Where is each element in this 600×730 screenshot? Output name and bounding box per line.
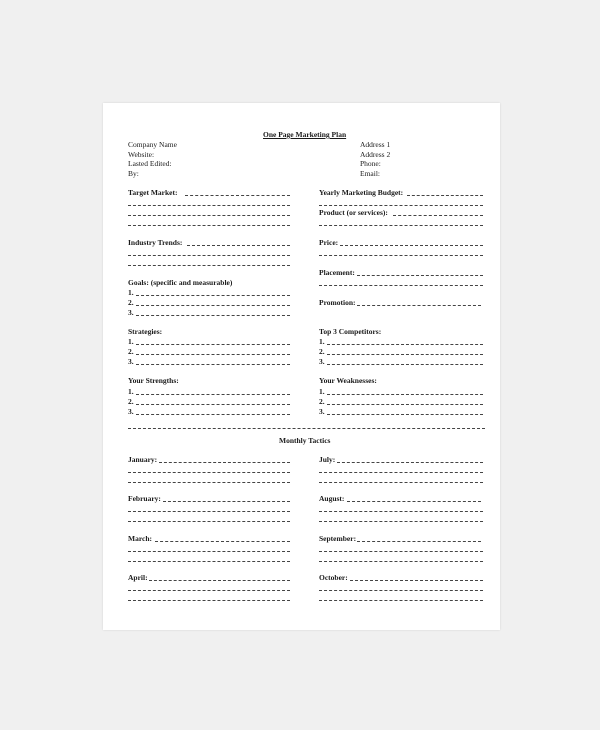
march-field[interactable] bbox=[155, 541, 290, 542]
section-divider bbox=[128, 428, 485, 429]
strategies-line-2[interactable] bbox=[136, 354, 290, 355]
last-edited-label: Lasted Edited: bbox=[128, 159, 172, 168]
competitors-number-3: 3. bbox=[319, 357, 325, 366]
goals-line-2[interactable] bbox=[136, 305, 290, 306]
september-field[interactable] bbox=[357, 541, 481, 542]
august-line-3[interactable] bbox=[319, 521, 483, 522]
target-market-label: Target Market: bbox=[128, 188, 178, 197]
placement-label: Placement: bbox=[319, 268, 355, 277]
month-march-label: March: bbox=[128, 534, 153, 543]
strengths-line-3[interactable] bbox=[136, 414, 290, 415]
weaknesses-number-2: 2. bbox=[319, 397, 325, 406]
strategies-line-3[interactable] bbox=[136, 364, 290, 365]
competitors-number-1: 1. bbox=[319, 337, 325, 346]
february-line-3[interactable] bbox=[128, 521, 290, 522]
competitors-line-3[interactable] bbox=[327, 364, 483, 365]
industry-trends-field[interactable] bbox=[187, 245, 290, 246]
strengths-number-3: 3. bbox=[128, 407, 134, 416]
october-line-3[interactable] bbox=[319, 600, 483, 601]
september-line-3[interactable] bbox=[319, 561, 483, 562]
weaknesses-label: Your Weaknesses: bbox=[319, 376, 377, 385]
strengths-number-1: 1. bbox=[128, 387, 134, 396]
weaknesses-number-1: 1. bbox=[319, 387, 325, 396]
weaknesses-line-1[interactable] bbox=[327, 394, 483, 395]
placement-line-2[interactable] bbox=[319, 285, 483, 286]
competitors-number-2: 2. bbox=[319, 347, 325, 356]
product-line-2[interactable] bbox=[319, 225, 483, 226]
price-field[interactable] bbox=[340, 245, 483, 246]
competitors-line-1[interactable] bbox=[327, 344, 483, 345]
goals-number-3: 3. bbox=[128, 308, 134, 317]
strategies-number-2: 2. bbox=[128, 347, 134, 356]
july-line-3[interactable] bbox=[319, 482, 483, 483]
strengths-number-2: 2. bbox=[128, 397, 134, 406]
target-market-line-2[interactable] bbox=[128, 205, 290, 206]
march-line-2[interactable] bbox=[128, 551, 290, 552]
weaknesses-line-3[interactable] bbox=[327, 414, 483, 415]
february-field[interactable] bbox=[163, 501, 290, 502]
goals-label: Goals: (specific and measurable) bbox=[128, 278, 233, 287]
strategies-number-3: 3. bbox=[128, 357, 134, 366]
monthly-tactics-heading: Monthly Tactics bbox=[279, 436, 331, 445]
january-line-2[interactable] bbox=[128, 472, 290, 473]
document-page bbox=[103, 103, 500, 630]
strengths-label: Your Strengths: bbox=[128, 376, 179, 385]
by-label: By: bbox=[128, 169, 139, 178]
month-august-label: August: bbox=[319, 494, 345, 503]
august-field[interactable] bbox=[347, 501, 481, 502]
month-january-label: January: bbox=[128, 455, 158, 464]
competitors-line-2[interactable] bbox=[327, 354, 483, 355]
email-label: Email: bbox=[360, 169, 380, 178]
april-line-3[interactable] bbox=[128, 600, 290, 601]
goals-line-1[interactable] bbox=[136, 295, 290, 296]
target-market-line-3[interactable] bbox=[128, 215, 290, 216]
address-1-label: Address 1 bbox=[360, 140, 391, 149]
month-october-label: October: bbox=[319, 573, 348, 582]
month-april-label: April: bbox=[128, 573, 148, 582]
month-february-label: February: bbox=[128, 494, 161, 503]
budget-field[interactable] bbox=[407, 195, 483, 196]
february-line-2[interactable] bbox=[128, 511, 290, 512]
budget-line-2[interactable] bbox=[319, 205, 483, 206]
july-line-2[interactable] bbox=[319, 472, 483, 473]
weaknesses-line-2[interactable] bbox=[327, 404, 483, 405]
goals-number-1: 1. bbox=[128, 288, 134, 297]
march-line-3[interactable] bbox=[128, 561, 290, 562]
september-line-2[interactable] bbox=[319, 551, 483, 552]
january-field[interactable] bbox=[159, 462, 290, 463]
budget-label: Yearly Marketing Budget: bbox=[319, 188, 404, 197]
strengths-line-1[interactable] bbox=[136, 394, 290, 395]
goals-number-2: 2. bbox=[128, 298, 134, 307]
page-title: One Page Marketing Plan bbox=[263, 130, 347, 139]
address-2-label: Address 2 bbox=[360, 150, 391, 159]
promotion-field[interactable] bbox=[357, 305, 481, 306]
april-field[interactable] bbox=[149, 580, 290, 581]
phone-label: Phone: bbox=[360, 159, 381, 168]
goals-line-3[interactable] bbox=[136, 315, 290, 316]
website-label: Website: bbox=[128, 150, 155, 159]
industry-trends-line-2[interactable] bbox=[128, 255, 290, 256]
october-line-2[interactable] bbox=[319, 590, 483, 591]
promotion-label: Promotion: bbox=[319, 298, 356, 307]
august-line-2[interactable] bbox=[319, 511, 483, 512]
weaknesses-number-3: 3. bbox=[319, 407, 325, 416]
strategies-label: Strategies: bbox=[128, 327, 163, 336]
competitors-label: Top 3 Competitors: bbox=[319, 327, 382, 336]
placement-field[interactable] bbox=[357, 275, 483, 276]
month-september-label: September: bbox=[319, 534, 357, 543]
strengths-line-2[interactable] bbox=[136, 404, 290, 405]
industry-trends-label: Industry Trends: bbox=[128, 238, 183, 247]
target-market-field[interactable] bbox=[185, 195, 290, 196]
strategies-number-1: 1. bbox=[128, 337, 134, 346]
target-market-line-4[interactable] bbox=[128, 225, 290, 226]
october-field[interactable] bbox=[350, 580, 483, 581]
product-field[interactable] bbox=[393, 215, 483, 216]
price-label: Price: bbox=[319, 238, 339, 247]
july-field[interactable] bbox=[337, 462, 483, 463]
january-line-3[interactable] bbox=[128, 482, 290, 483]
month-july-label: July: bbox=[319, 455, 336, 464]
product-label: Product (or services): bbox=[319, 208, 388, 217]
strategies-line-1[interactable] bbox=[136, 344, 290, 345]
april-line-2[interactable] bbox=[128, 590, 290, 591]
price-line-2[interactable] bbox=[319, 255, 483, 256]
industry-trends-line-3[interactable] bbox=[128, 265, 290, 266]
company-name-label: Company Name bbox=[128, 140, 177, 149]
